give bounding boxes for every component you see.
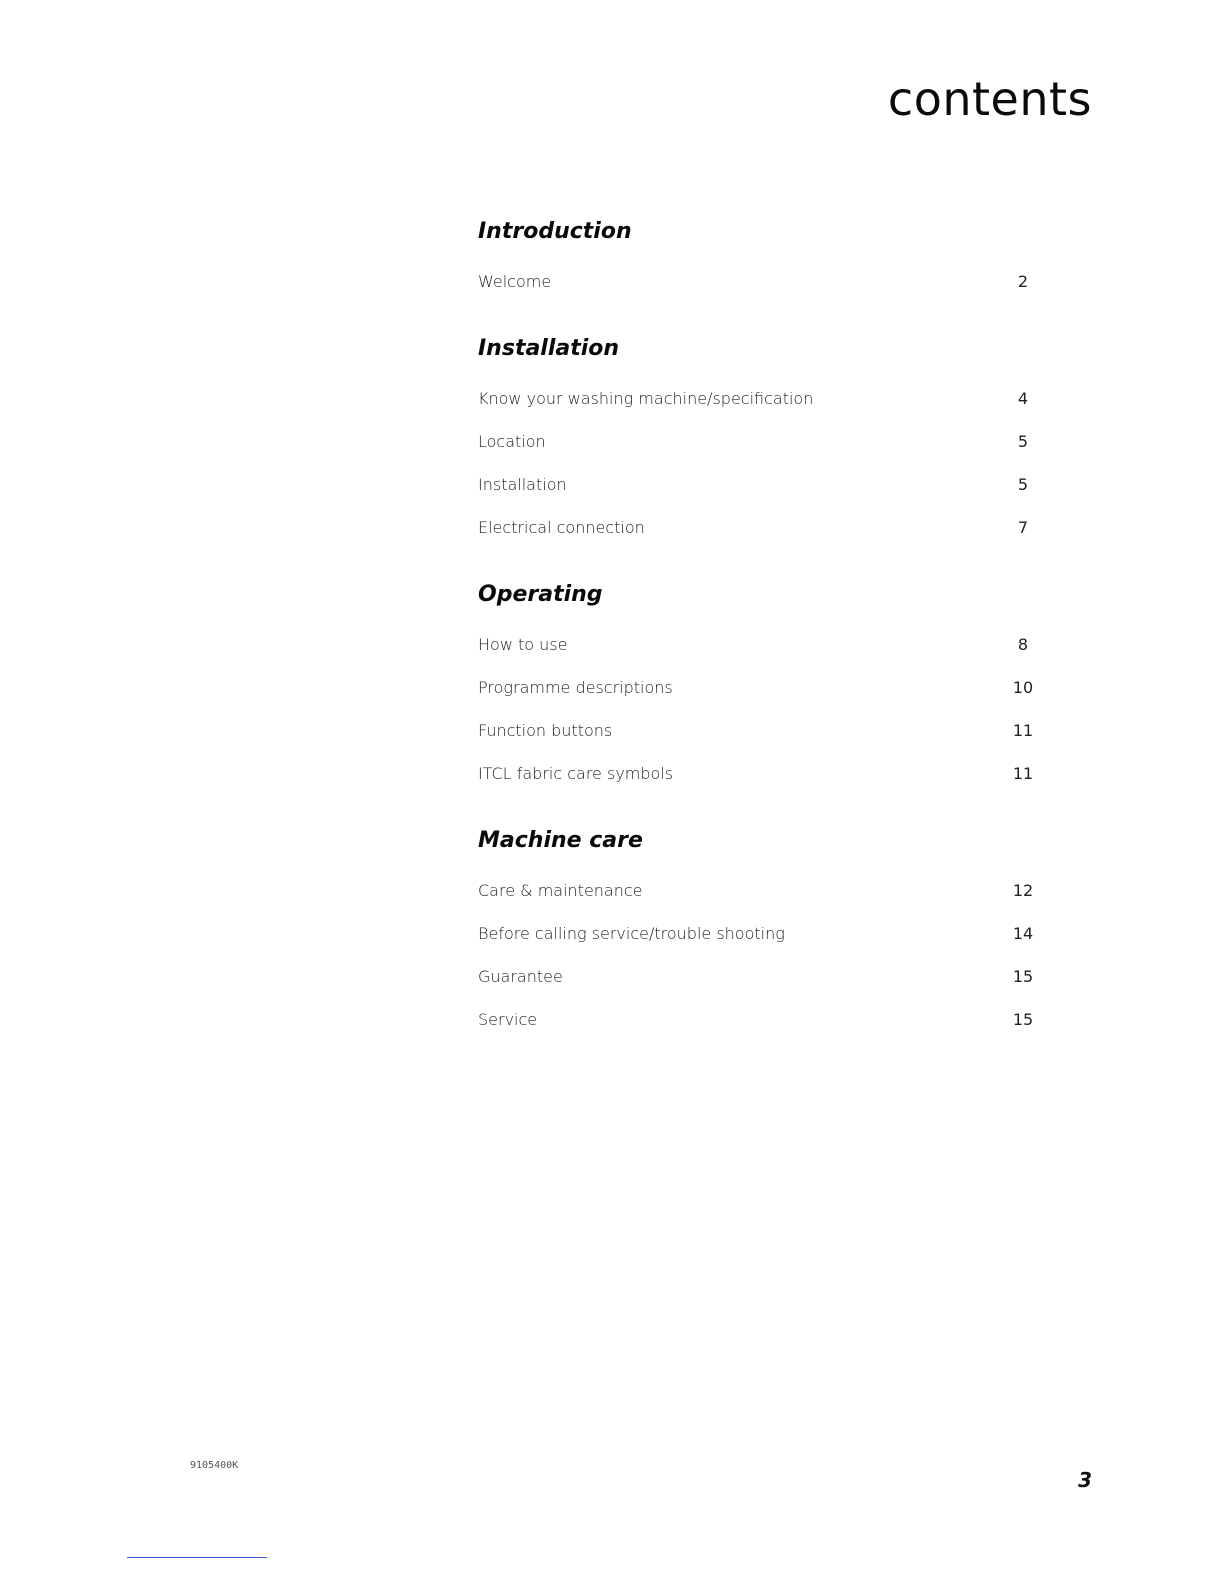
entry-page-number: 15 [1012, 967, 1034, 986]
section-heading: Introduction [478, 219, 632, 244]
entry-page-number: 2 [1017, 272, 1029, 291]
entry-title: ITCL fabric care symbols [478, 764, 674, 783]
page-number: 3 [1078, 1468, 1092, 1492]
entry-title: Guarantee [478, 967, 563, 986]
toc-entry[interactable] [478, 623, 1038, 666]
entry-page-number: 14 [1012, 924, 1034, 943]
page-title: contents [887, 72, 1092, 126]
entry-title: Function buttons [478, 721, 613, 740]
entry-page-number: 5 [1017, 475, 1029, 494]
toc-entry[interactable] [478, 377, 1038, 420]
entry-title: Location [478, 432, 546, 451]
entry-page-number: 12 [1012, 881, 1034, 900]
toc-entry[interactable] [478, 912, 1038, 955]
entry-page-number: 15 [1012, 1010, 1034, 1029]
entry-page-number: 5 [1017, 432, 1029, 451]
toc-section-installation [478, 329, 1038, 549]
toc-entry[interactable] [478, 506, 1038, 549]
document-code: 9105400K [190, 1460, 239, 1471]
entry-title: Installation [478, 475, 567, 494]
toc-entry[interactable] [478, 709, 1038, 752]
entry-page-number: 10 [1012, 678, 1034, 697]
toc-entry[interactable] [478, 666, 1038, 709]
entry-title: Care & maintenance [478, 881, 643, 900]
toc-entry[interactable] [478, 260, 1038, 303]
entry-page-number: 11 [1012, 764, 1034, 783]
toc-entry[interactable] [478, 463, 1038, 506]
entry-title: Welcome [478, 272, 552, 291]
entry-page-number: 4 [1017, 389, 1029, 408]
entry-title: Before calling service/trouble shooting [478, 924, 785, 943]
toc-entry[interactable] [478, 955, 1038, 998]
entry-title: Service [478, 1010, 538, 1029]
entry-page-number: 11 [1012, 721, 1034, 740]
entry-page-number: 8 [1017, 635, 1029, 654]
entry-title: How to use [478, 635, 568, 654]
entry-page-number: 7 [1017, 518, 1029, 537]
table-of-contents [478, 212, 1038, 1067]
toc-section-operating [478, 575, 1038, 795]
toc-entry[interactable] [478, 998, 1038, 1041]
toc-section-machine-care [478, 821, 1038, 1041]
section-heading: Machine care [478, 828, 643, 853]
section-heading: Operating [478, 582, 603, 607]
entry-title: Know your washing machine/specification [478, 389, 814, 408]
section-heading: Installation [478, 336, 620, 361]
footer-divider [127, 1557, 267, 1558]
toc-section-introduction [478, 212, 1038, 303]
toc-entry[interactable] [478, 420, 1038, 463]
entry-title: Electrical connection [478, 518, 645, 537]
entry-title: Programme descriptions [478, 678, 673, 697]
toc-entry[interactable] [478, 869, 1038, 912]
toc-entry[interactable] [478, 752, 1038, 795]
